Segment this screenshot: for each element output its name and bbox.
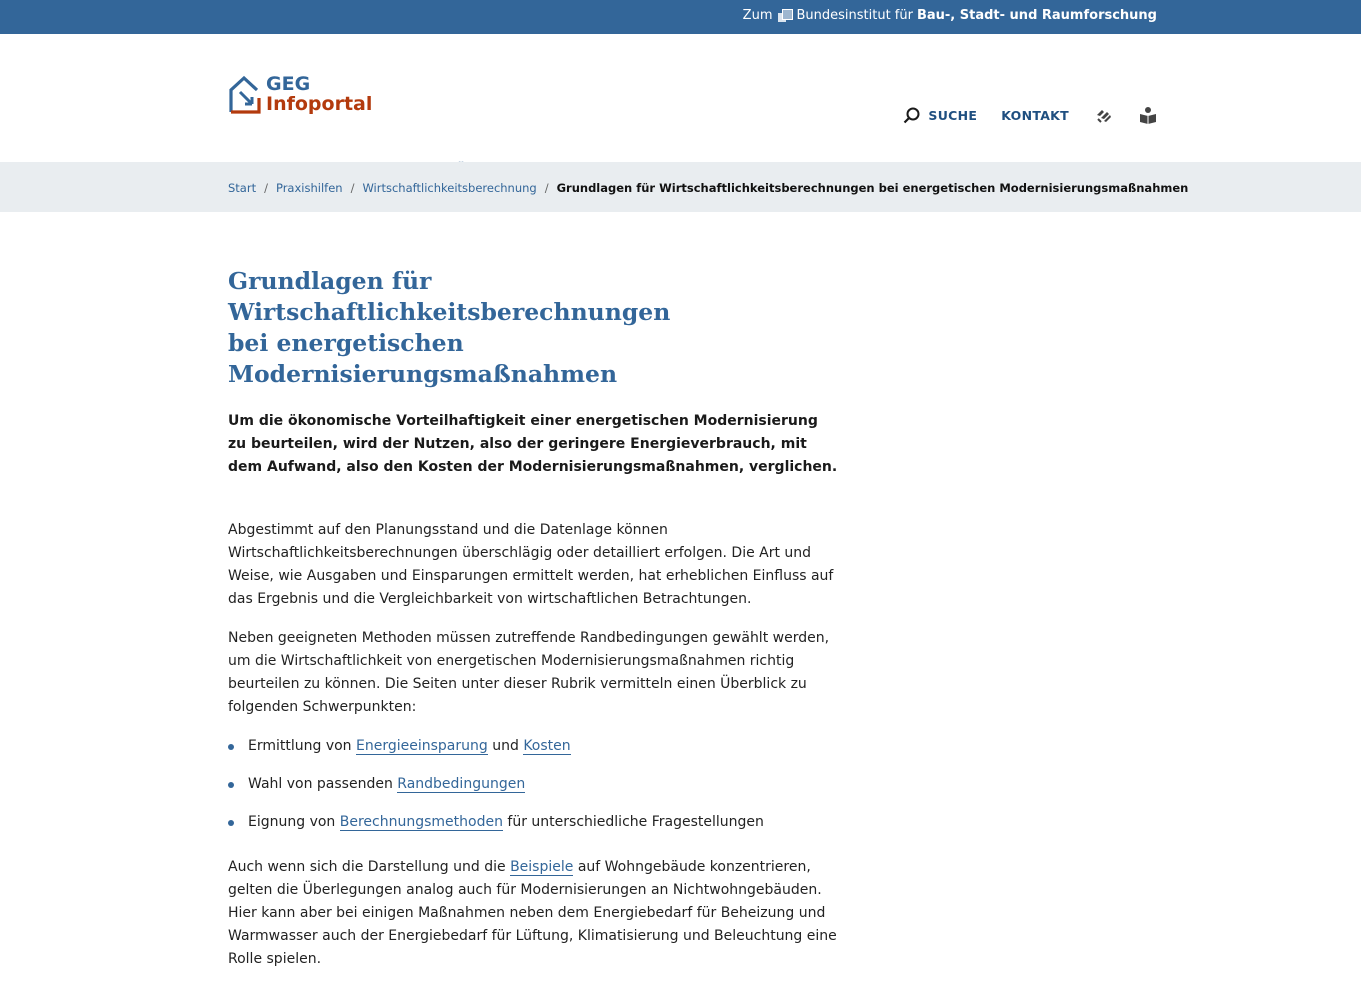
top-bar	[0, 0, 1361, 34]
paragraph: Abgestimmt auf den Planungsstand und die Datenlage können Wirtschaftlichkeitsberechnungen überschlägig oder detailliert erfolgen. Die Art und Weise, wie Ausgaben und Einsparungen ermittelt werden, hat erheblichen Einfluss auf das Ergebnis und die Vergleichbarkeit von wirtschaftlichen Betrachtungen.	[228, 522, 834, 607]
list-text: und	[487, 738, 524, 754]
link-kosten[interactable]: Kosten	[523, 738, 571, 754]
breadcrumb	[0, 162, 1361, 212]
list-text: für unterschiedliche Fragestellungen	[502, 814, 764, 830]
breadcrumb-separator: /	[264, 181, 268, 195]
list-text: Wahl von passenden	[248, 776, 398, 792]
page-title	[228, 266, 840, 390]
paragraph	[228, 856, 840, 971]
site-logo[interactable]	[228, 74, 372, 114]
intro-text: Um die ökonomische Vorteilhaftigkeit einer energetischen Modernisierung zu beurteilen, wird der Nutzen, also der geringere Energieverbrauch, mit dem Aufwand, also den Kosten der Modernisierungsmaßnahmen, verglichen.	[228, 413, 838, 475]
list-item	[228, 811, 840, 834]
sign-language-link[interactable]	[1095, 106, 1113, 124]
bbsr-logo-icon	[778, 9, 792, 23]
list-item	[228, 735, 840, 758]
link-beispiele[interactable]: Beispiele	[510, 859, 574, 875]
bbsr-prefix: Zum	[742, 8, 773, 23]
easy-language-icon	[1139, 106, 1157, 124]
link-berechnungsmethoden[interactable]: Berechnungsmethoden	[339, 814, 503, 830]
paragraph-text: auf Wohngebäude konzentrieren, gelten die Überlegungen analog auch für Modernisierungen an Nichtwohngebäuden. Hier kann aber bei einigen Maßnahmen neben dem Energiebedarf für Beheizung und Warmwasser auch der Energiebedarf für Lüftung, Klimatisierung und Beleuchtung eine Rolle spielen.	[228, 859, 837, 967]
logo-text-infoportal: Infoportal	[266, 93, 373, 115]
breadcrumb-start[interactable]: Start	[228, 181, 257, 195]
house-logo-icon	[228, 74, 262, 114]
page-title-line2: bei energetischen Modernisierungsmaßnahmen	[228, 329, 618, 388]
sign-language-icon	[1095, 106, 1113, 124]
utility-nav	[879, 106, 1157, 124]
breadcrumb-praxishilfen[interactable]: Praxishilfen	[275, 181, 343, 195]
list-item	[228, 773, 840, 796]
link-randbedingungen[interactable]: Randbedingungen	[397, 776, 526, 792]
logo-text-geg: GEG	[266, 73, 311, 95]
link-energieeinsparung[interactable]: Energieeinsparung	[356, 738, 488, 754]
breadcrumb-separator: /	[350, 181, 355, 195]
list-text: Ermittlung von	[248, 738, 357, 754]
site-header	[0, 34, 1361, 162]
search-label: SUCHE	[928, 107, 978, 123]
bbsr-name-plain: Bundesinstitut für	[796, 8, 913, 23]
breadcrumb-separator: /	[544, 181, 549, 195]
paragraph: Neben geeigneten Methoden müssen zutreffende Randbedingungen gewählt werden, um die Wirtschaftlichkeit von energetischen Modernisierungsmaßnahmen richtig beurteilen zu können. Die Seiten unter dieser Rubrik vermitteln einen Überblick zu folgenden Schwerpunkten:	[228, 630, 830, 715]
breadcrumb-wirtschaftlichkeitsberechnung[interactable]: Wirtschaftlichkeitsberechnung	[362, 181, 537, 195]
list-text: Eignung von	[248, 814, 340, 830]
paragraph-text: Auch wenn sich die Darstellung und die	[228, 859, 511, 875]
focus-list	[228, 735, 840, 834]
contact-link[interactable]	[1001, 108, 1069, 123]
article	[228, 266, 840, 987]
contact-label: KONTAKT	[1001, 107, 1069, 123]
bbsr-link[interactable]	[743, 8, 1157, 23]
page-title-line1: Grundlagen für Wirtschaftlichkeitsberechnungen	[228, 267, 671, 326]
bbsr-name-bold: Bau-, Stadt- und Raumforschung	[916, 8, 1157, 23]
easy-language-link[interactable]	[1139, 106, 1157, 124]
breadcrumb-current: Grundlagen für Wirtschaftlichkeitsberechnungen bei energetischen Modernisierungsmaßnahmen	[556, 181, 1189, 195]
search-icon	[903, 107, 920, 124]
search-link[interactable]	[903, 107, 977, 124]
